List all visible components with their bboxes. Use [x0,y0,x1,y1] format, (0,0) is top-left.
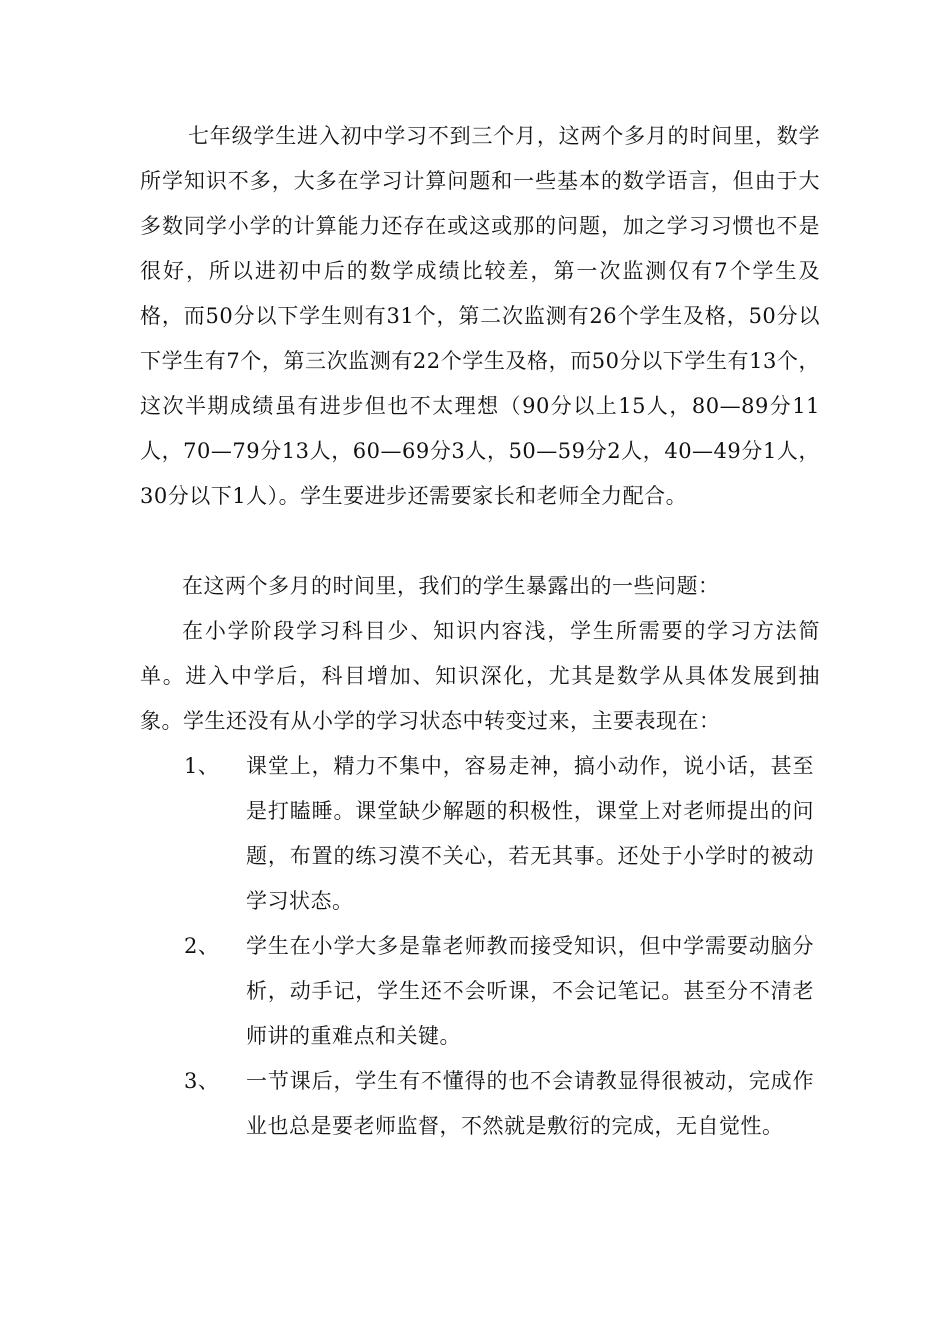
list-item-number: 3、 [184,1069,220,1093]
body-paragraph: 在这两个多月的时间里，我们的学生暴露出的一些问题： [182,574,720,598]
list-item-number: 2、 [184,934,220,958]
list-item-number: 1、 [184,754,220,778]
body-paragraph: 七年级学生进入初中学习不到三个月，这两个多月的时间里，数学所学知识不多，大多在学习计算问题和一些基本的数学语言，但由于大多数同学小学的计算能力还存在或这或那的问题，加之学习习惯也不是很好，所以进初中后的数学成绩比较差，第一次监测仅有7个学生及格，而50分以下学生则有31个，第二次监测有26个学生及格，50分以下学生有7个，第三次监测有22个学生及格，而50分以下学生有13个，这次半期成绩虽有进步但也不太理想（90分以上15人，80—89分11人，70—79分13人，60—69分3人，50—59分2人，40—49分1人，30分以下1人）。学生要进步还需要家长和老师全力配合。 [140,124,820,508]
list-item-text: 课堂上，精力不集中，容易走神，搞小动作，说小话，甚至是打瞌睡。课堂缺少解题的积极性，课堂上对老师提出的问题，布置的练习漠不关心，若无其事。还处于小学时的被动学习状态。 [246,754,814,913]
list-item-text: 一节课后，学生有不懂得的也不会请教显得很被动，完成作业也总是要老师监督，不然就是敷衍的完成，无自觉性。 [246,1069,814,1138]
body-paragraph: 在小学阶段学习科目少、知识内容浅，学生所需要的学习方法简单。进入中学后，科目增加、知识深化，尤其是数学从具体发展到抽象。学生还没有从小学的学习状态中转变过来，主要表现在： [140,619,820,733]
list-item-text: 学生在小学大多是靠老师教而接受知识，但中学需要动脑分析，动手记，学生还不会听课，不会记笔记。甚至分不清老师讲的重难点和关键。 [246,934,814,1048]
